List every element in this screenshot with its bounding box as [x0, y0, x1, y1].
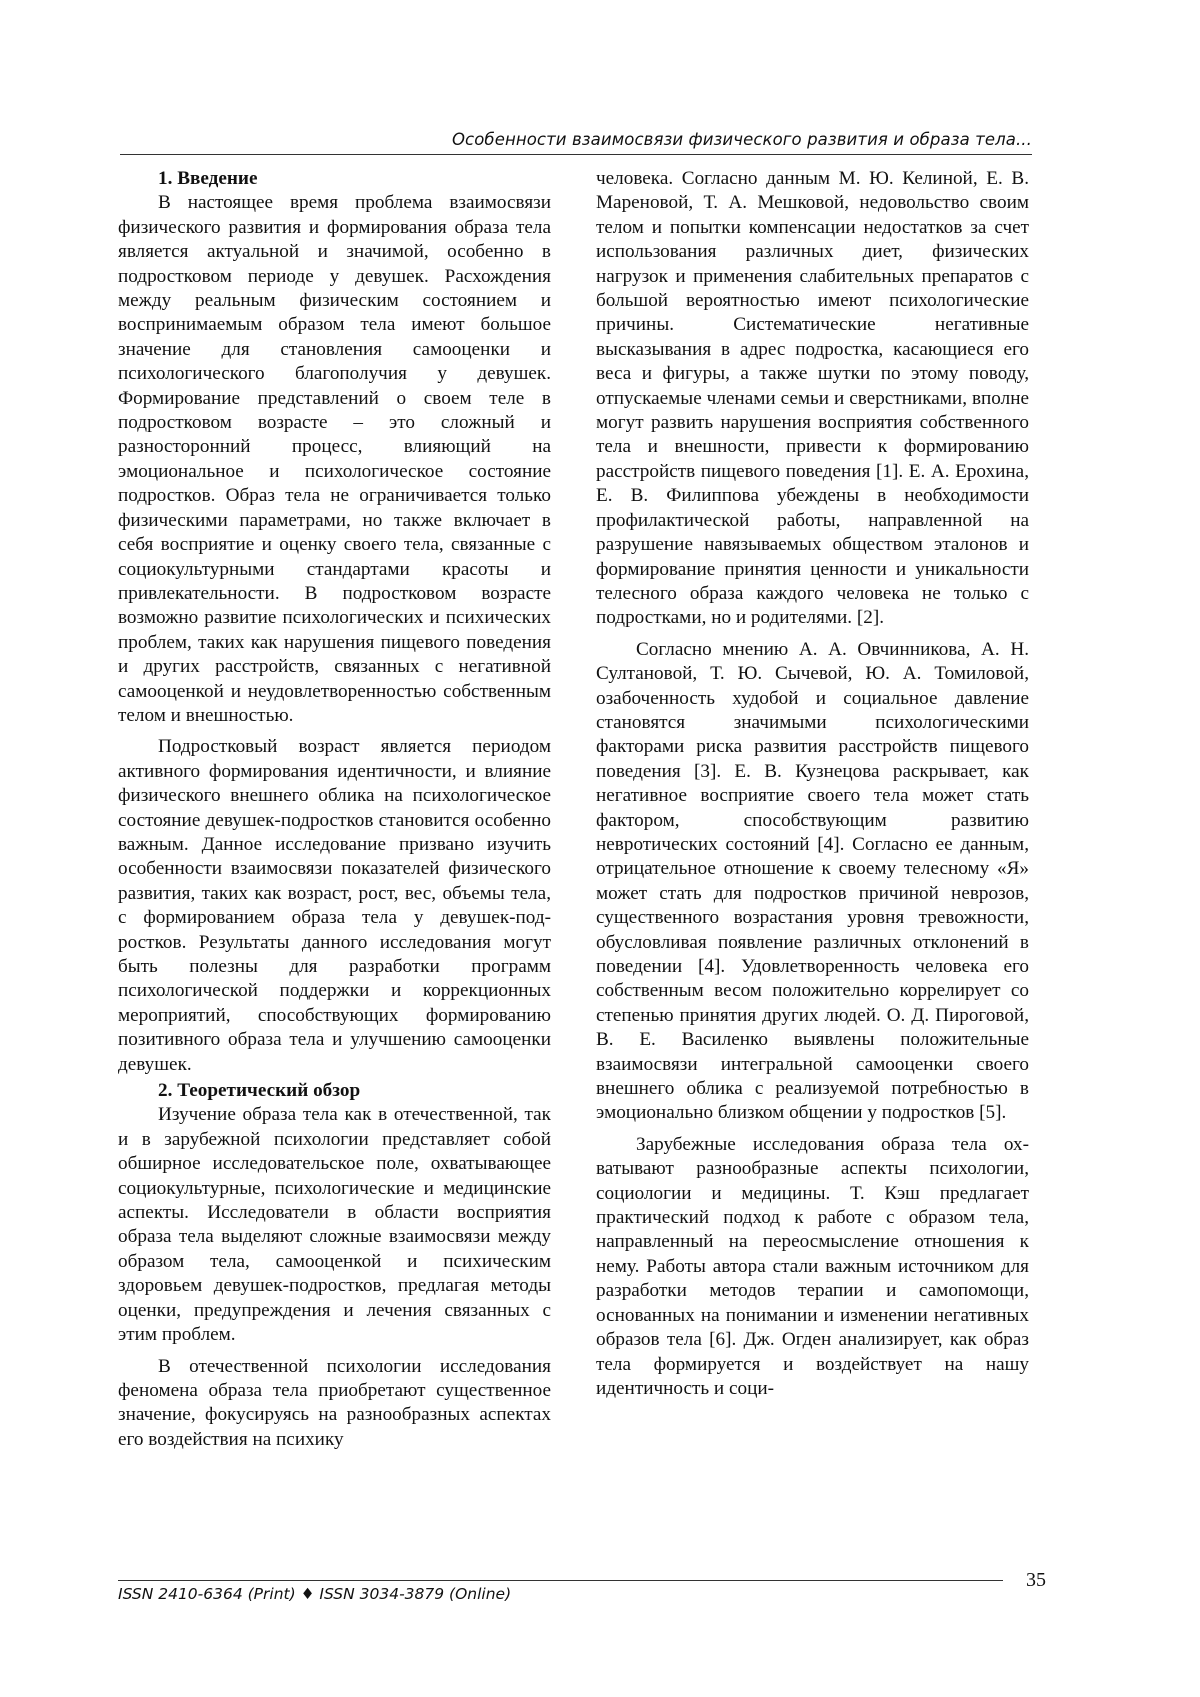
left-column — [118, 167, 551, 1452]
header-divider — [120, 154, 1032, 155]
footer-issn: ISSN 2410-6364 (Print) ♦ ISSN 3034-3879 (Online) — [118, 1585, 512, 1603]
right-column — [596, 167, 1029, 1401]
section-heading-introduction: 1. Введение — [158, 168, 258, 189]
running-header-title: Особенности взаимосвязи физического развития и образа тела... — [451, 130, 1032, 149]
paragraph: Изучение образа тела как в отечественной, так и в зарубежной психологии представляет собой обширное исследовательское поле, охватывающее социокультурные, психологические и медицинские аспекты. Исследователи в области восприятия образа тела выделяют сложные взаимосвязи между образом тела, самооценкой и психическим здоровьем девушек-подростков, предлагая методы оценки, предупреждения и лечения связанных с этим проблем. — [118, 1104, 551, 1346]
paragraph: В настоящее время проблема взаимосвязи физического развития и формирования образа тела является актуальной и значимой, особенно в подростковом периоде у девушек. Расхождения между реальным физическим состоянием и воспринимаемым образом тела имеют большое значение для становления самооценки и психологического благополучия у девушек. Формирование представлений о своем теле в подростковом возрасте – это сложный и разносторонний процесс, влияющий на эмоциональное и психологическое состояние подростков. Образ тела не ограничивается только физическими параметрами, но также включает в себя восприятие и оценку своего тела, связанные с социокультурными стандартами красоты и привлекательности. В подростковом возрасте возможно развитие психологических и психических проблем, таких как нарушения пищевого поведения и других расстройств, связанных с негативной самооценкой и неудовлетворенностью собственным телом и внешностью. — [118, 192, 551, 726]
footer-divider — [118, 1580, 1003, 1581]
section-heading-theoretical-review: 2. Теоретический обзор — [158, 1080, 361, 1102]
paragraph: Согласно мнению А. А. Овчинникова, А. Н. Султановой, Т. Ю. Сычевой, Ю. А. Томиловой, озабоченность худобой и социальное давление становятся значимыми психологическими факторами риска развития расстройств пищевого поведения [3]. Е. В. Кузнецова раскрывает, как негативное восприятие своего тела может стать фактором, способствующим развитию невротических состояний [4]. Согласно ее данным, отрицательное отношение к своему телесному «Я» может стать для подростков причиной неврозов, существенного возрастания уровня тревожности, обусловливая появление различных отклонений в поведении [4]. Удовлетворенность человека его собственным весом положительно коррелирует со степенью принятия других людей. О. Д. Пироговой, В. Е. Василенко выявлены положительные взаимосвязи интегральной самооценки своего внешнего облика с реализуемой потребностью в эмоционально близком общении у подростков [5]. — [596, 638, 1029, 1124]
paragraph: Подростковый возраст является периодом активного формирования идентичности, и влияние физического внешнего облика на психологическое состояние девушек-подростков становится особенно важным. Данное исследование призвано изучить особенности взаимосвязи показателей физического развития, таких как возраст, рост, вес, объемы тела, с формированием образа тела у девушек-подростков. Результаты данного исследования могут быть полезны для разработки программ психологической поддержки и коррекционных мероприятий, способствующих формированию позитивного образа тела и улучшению самооценки девушек. — [118, 736, 551, 1075]
paragraph-continued: человека. Согласно данным М. Ю. Келиной, Е. В. Мареновой, Т. А. Мешковой, недовольство своим телом и попытки компенсации недостатков за счет использования различных диет, физических нагрузок и применения слабительных препаратов с большой вероятностью имеют психологические причины. Систематические негативные высказывания в адрес подростка, касающиеся его веса и фигуры, а также шутки по этому поводу, отпускаемые членами семьи и сверстниками, вполне могут развить нарушения восприятия собственного тела и внешности, привести к формированию расстройств пищевого поведения [1]. Е. А. Ерохина, Е. В. Филиппова убеждены в необходимости профилактической работы, направленной на разрушение навязываемых обществом эталонов и формирование принятия ценности и уникальности телесного образа каждого человека не только с подростками, но и родителями. [2]. — [596, 168, 1029, 629]
paragraph: В отечественной психологии исследования феномена образа тела приобретают существенное значение, фокусируясь на разнообразных аспектах его воздействия на психику — [118, 1355, 551, 1450]
page-number: 35 — [1026, 1569, 1046, 1591]
paragraph: Зарубежные исследования образа тела охватывают разнообразные аспекты психологии, социологии и медицины. Т. Кэш предлагает практический подход к работе с образом тела, направленный на переосмысление отношения к нему. Работы автора стали важным источником для разработки методов терапии и самопомощи, основанных на понимании и изменении негативных образов тела [6]. Дж. Огден анализирует, как образ тела формируется и воздействует на нашу идентичность и соци- — [596, 1133, 1029, 1399]
